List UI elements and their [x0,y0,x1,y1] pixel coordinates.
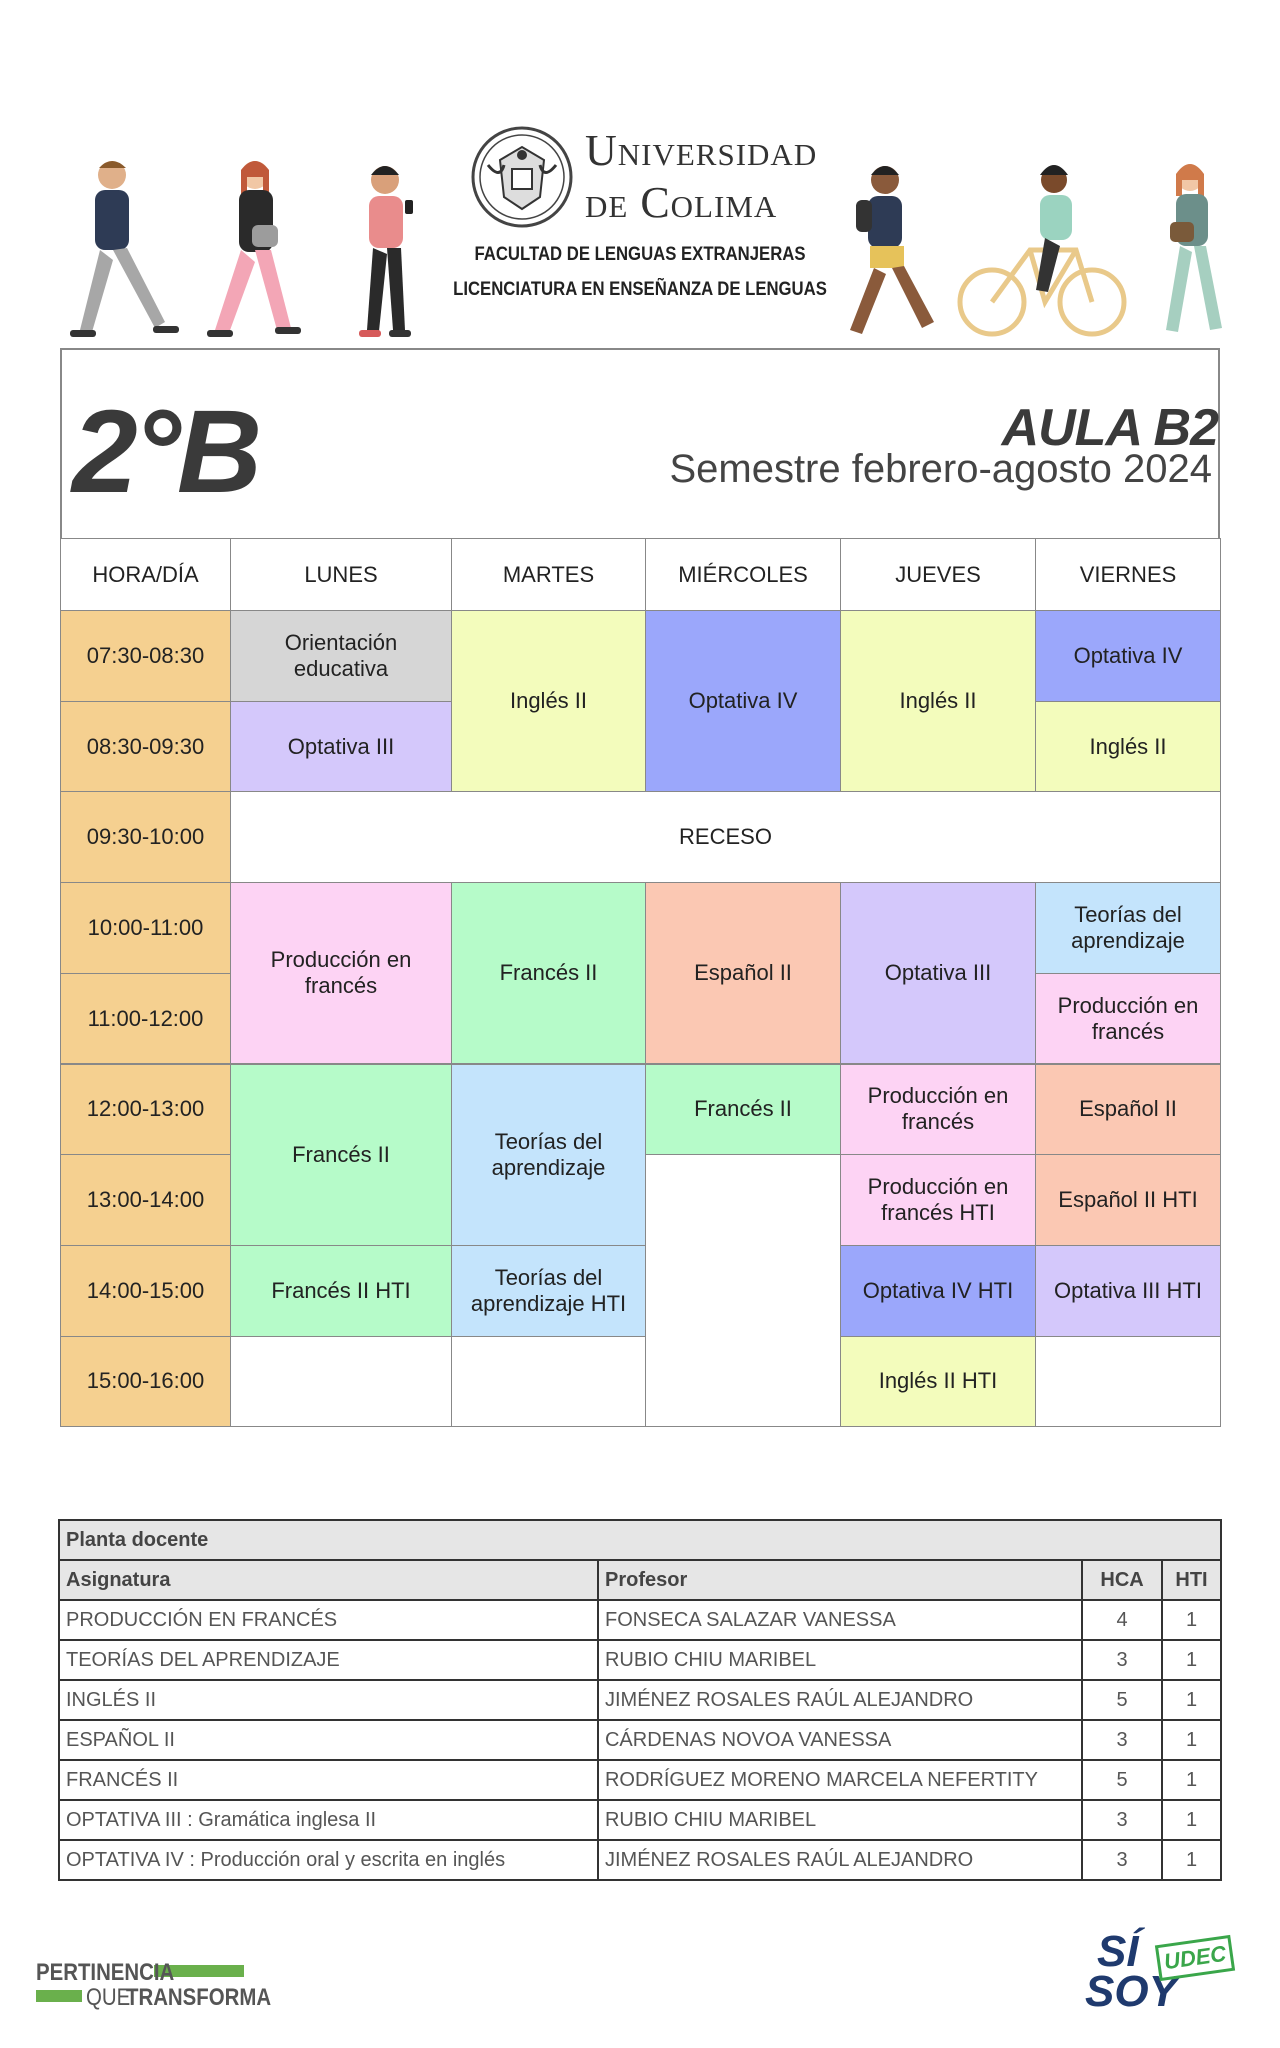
table-cell: FONSECA SALAZAR VANESSA [598,1600,1082,1640]
time-slot: 12:00-13:00 [60,1064,231,1156]
empty-cell [1035,1336,1221,1428]
table-cell: OPTATIVA III : Gramática inglesa II [59,1800,598,1840]
empty-cell [645,1154,841,1427]
day-header: MARTES [451,538,646,611]
class-cell: Optativa III [230,701,452,793]
table-cell: 3 [1082,1720,1162,1760]
class-cell: Orientación educativa [230,610,452,702]
faculty-name: FACULTAD DE LENGUAS EXTRANJERAS [474,244,806,265]
table-cell: 1 [1162,1720,1221,1760]
faculty-table-title: Planta docente [59,1520,1221,1560]
slogan-line-1: PERTINENCIA [36,1959,175,1986]
table-cell: TEORÍAS DEL APRENDIZAJE [59,1640,598,1680]
time-slot: 15:00-16:00 [60,1336,231,1428]
slogan-line-2b: TRANSFORMA [126,1984,272,2011]
day-header: MIÉRCOLES [645,538,841,611]
class-cell: Inglés II [840,610,1036,792]
table-row [59,1720,1221,1760]
table-cell: ESPAÑOL II [59,1720,598,1760]
table-cell: 5 [1082,1760,1162,1800]
table-cell: 1 [1162,1680,1221,1720]
class-cell: Español II [1035,1064,1221,1156]
class-cell: Español II [645,882,841,1064]
day-header: HORA/DÍA [60,538,231,611]
slogan-line-2a: QUE [86,1984,131,2011]
table-row [59,1800,1221,1840]
class-cell: Inglés II [451,610,646,792]
table-cell: 1 [1162,1800,1221,1840]
empty-cell [451,1336,646,1428]
empty-cell [230,1336,452,1428]
table-cell: CÁRDENAS NOVOA VANESSA [598,1720,1082,1760]
class-cell: Teorías del aprendizaje [451,1064,646,1246]
time-slot: 08:30-09:30 [60,701,231,793]
class-cell: Francés II [230,1064,452,1246]
class-cell: Optativa III HTI [1035,1245,1221,1337]
table-cell: JIMÉNEZ ROSALES RAÚL ALEJANDRO [598,1840,1082,1880]
badge-si: SÍ [1097,1927,1139,1976]
pertinencia-logo [36,1955,272,2015]
class-cell: Producción en francés [1035,973,1221,1065]
table-cell: 1 [1162,1640,1221,1680]
class-cell: Optativa III [840,882,1036,1064]
table-cell: FRANCÉS II [59,1760,598,1800]
day-header: JUEVES [840,538,1036,611]
recess-cell: RECESO [230,791,1221,883]
table-cell: RUBIO CHIU MARIBEL [598,1800,1082,1840]
table-cell: 3 [1082,1640,1162,1680]
table-cell: 5 [1082,1680,1162,1720]
table-cell: INGLÉS II [59,1680,598,1720]
table-cell: 1 [1162,1840,1221,1880]
table-row [59,1640,1221,1680]
semester-label: Semestre febrero-agosto 2024 [669,447,1212,491]
time-slot: 09:30-10:00 [60,791,231,883]
program-name: LICENCIATURA EN ENSEÑANZA DE LENGUAS [453,279,827,300]
room-label: AULA B2 [1001,399,1218,457]
faculty-column-header: HTI [1162,1560,1221,1600]
table-cell: OPTATIVA IV : Producción oral y escrita en inglés [59,1840,598,1880]
group-title: 2°B [72,386,259,518]
badge-udec: UDEC [1155,1935,1236,1981]
table-cell: 1 [1162,1760,1221,1800]
table-cell: 4 [1082,1600,1162,1640]
university-name: Universidad de Colima [585,126,818,227]
class-cell: Inglés II HTI [840,1336,1036,1428]
class-cell: Inglés II [1035,701,1221,793]
walking-people-right-illustration [840,150,1240,350]
table-cell: JIMÉNEZ ROSALES RAÚL ALEJANDRO [598,1680,1082,1720]
class-cell: Francés II HTI [230,1245,452,1337]
badge-soy: SOY [1085,1967,1178,2016]
table-row [59,1760,1221,1800]
table-cell: RODRÍGUEZ MORENO MARCELA NEFERTITY [598,1760,1082,1800]
day-header: VIERNES [1035,538,1221,611]
table-cell: 1 [1162,1600,1221,1640]
table-row [59,1680,1221,1720]
table-row [59,1840,1221,1880]
faculty-column-header: HCA [1082,1560,1162,1600]
class-cell: Optativa IV HTI [840,1245,1036,1337]
time-slot: 14:00-15:00 [60,1245,231,1337]
table-cell: RUBIO CHIU MARIBEL [598,1640,1082,1680]
table-cell: 3 [1082,1840,1162,1880]
time-slot: 10:00-11:00 [60,882,231,974]
faculty-column-header: Asignatura [59,1560,598,1600]
university-seal-logo [470,125,574,229]
faculty-column-header: Profesor [598,1560,1082,1600]
class-cell: Producción en francés HTI [840,1154,1036,1246]
si-soy-udec-logo [1085,1927,1245,2020]
class-cell: Francés II [451,882,646,1064]
day-header: LUNES [230,538,452,611]
schedule-grid [60,538,1220,1416]
class-cell: Teorías del aprendizaje HTI [451,1245,646,1337]
table-row [59,1600,1221,1640]
faculty-table [58,1519,1222,1881]
table-cell: PRODUCCIÓN EN FRANCÉS [59,1600,598,1640]
class-cell: Producción en francés [840,1064,1036,1156]
class-cell: Producción en francés [230,882,452,1064]
class-cell: Teorías del aprendizaje [1035,882,1221,974]
class-cell: Optativa IV [645,610,841,792]
table-cell: 3 [1082,1800,1162,1840]
class-cell: Francés II [645,1064,841,1156]
time-slot: 11:00-12:00 [60,973,231,1065]
time-slot: 13:00-14:00 [60,1154,231,1246]
class-cell: Optativa IV [1035,610,1221,702]
class-cell: Español II HTI [1035,1154,1221,1246]
time-slot: 07:30-08:30 [60,610,231,702]
